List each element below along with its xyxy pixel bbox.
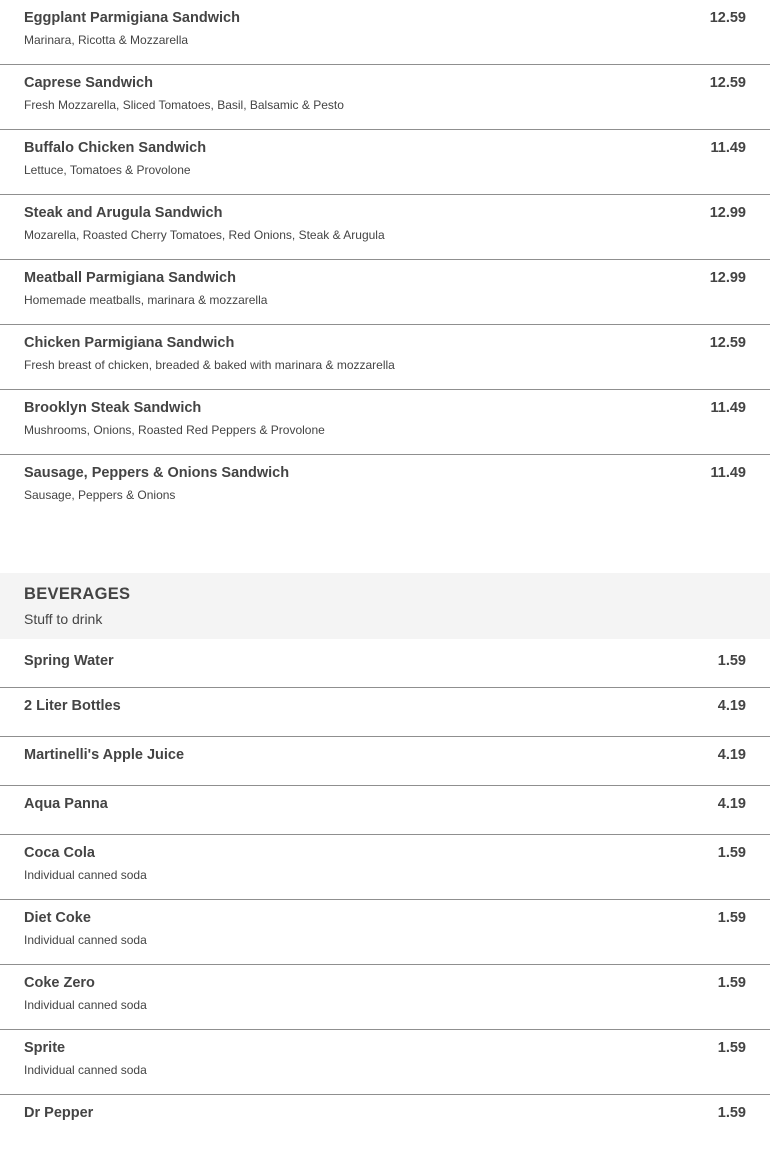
- item-price: 4.19: [717, 747, 746, 763]
- item-name: Spring Water: [24, 653, 114, 669]
- item-price: 1.59: [717, 653, 746, 669]
- item-price: 11.49: [710, 465, 746, 481]
- item-price: 12.99: [709, 205, 746, 221]
- menu-item-brooklyn-steak-sandwich[interactable]: [0, 390, 770, 455]
- menu-item-diet-coke[interactable]: [0, 900, 770, 965]
- section-spacer: [0, 520, 770, 573]
- section-title: BEVERAGES: [24, 585, 131, 603]
- item-description: Individual canned soda: [24, 998, 147, 1012]
- menu-item-chicken-parmigiana-sandwich[interactable]: [0, 325, 770, 390]
- item-description: Fresh breast of chicken, breaded & baked with marinara & mozzarella: [24, 358, 395, 372]
- item-name: Coke Zero: [24, 975, 95, 991]
- item-name: Eggplant Parmigiana Sandwich: [24, 10, 240, 26]
- item-name: Brooklyn Steak Sandwich: [24, 400, 202, 416]
- item-description: Fresh Mozzarella, Sliced Tomatoes, Basil, Balsamic & Pesto: [24, 98, 344, 112]
- item-price: 11.49: [710, 140, 746, 156]
- section-subtitle: Stuff to drink: [24, 611, 103, 627]
- item-name: Caprese Sandwich: [24, 75, 153, 91]
- item-name: Aqua Panna: [24, 796, 108, 812]
- item-price: 1.59: [717, 1040, 746, 1056]
- item-name: Chicken Parmigiana Sandwich: [24, 335, 235, 351]
- menu-item-dr-pepper[interactable]: [0, 1095, 770, 1160]
- menu-item-caprese-sandwich[interactable]: [0, 65, 770, 130]
- item-name: Diet Coke: [24, 910, 91, 926]
- menu-item-meatball-parmigiana-sandwich[interactable]: [0, 260, 770, 325]
- menu-item-buffalo-chicken-sandwich[interactable]: [0, 130, 770, 195]
- item-description: Homemade meatballs, marinara & mozzarella: [24, 293, 268, 307]
- item-price: 12.59: [709, 75, 746, 91]
- menu-item-coke-zero[interactable]: [0, 965, 770, 1030]
- menu-item-spring-water[interactable]: [0, 639, 770, 688]
- menu-item-sausage-peppers-onions-sandwich[interactable]: [0, 455, 770, 520]
- item-name: Sausage, Peppers & Onions Sandwich: [24, 465, 290, 481]
- item-price: 12.99: [709, 270, 746, 286]
- item-price: 1.59: [717, 845, 746, 861]
- item-price: 12.59: [709, 10, 746, 26]
- item-description: Individual canned soda: [24, 933, 147, 947]
- item-name: Coca Cola: [24, 845, 95, 861]
- menu-item-martinellis-apple-juice[interactable]: [0, 737, 770, 786]
- item-description: Individual canned soda: [24, 868, 147, 882]
- item-description: Mushrooms, Onions, Roasted Red Peppers & Provolone: [24, 423, 325, 437]
- item-description: Sausage, Peppers & Onions: [24, 488, 176, 502]
- menu-item-coca-cola[interactable]: [0, 835, 770, 900]
- menu-item-aqua-panna[interactable]: [0, 786, 770, 835]
- item-name: Sprite: [24, 1040, 66, 1056]
- item-name: Meatball Parmigiana Sandwich: [24, 270, 236, 286]
- item-name: Buffalo Chicken Sandwich: [24, 140, 207, 156]
- item-description: Mozarella, Roasted Cherry Tomatoes, Red Onions, Steak & Arugula: [24, 228, 385, 242]
- menu-item-steak-and-arugula-sandwich[interactable]: [0, 195, 770, 260]
- item-name: Dr Pepper: [24, 1105, 94, 1121]
- item-name: Steak and Arugula Sandwich: [24, 205, 223, 221]
- item-description: Lettuce, Tomatoes & Provolone: [24, 163, 191, 177]
- item-price: 12.59: [709, 335, 746, 351]
- item-name: Martinelli's Apple Juice: [24, 747, 185, 763]
- item-price: 1.59: [717, 910, 746, 926]
- item-price: 11.49: [710, 400, 746, 416]
- item-price: 1.59: [717, 975, 746, 991]
- menu-item-sprite[interactable]: [0, 1030, 770, 1095]
- item-name: 2 Liter Bottles: [24, 698, 121, 714]
- item-description: Marinara, Ricotta & Mozzarella: [24, 33, 189, 47]
- menu-item-eggplant-parmigiana-sandwich[interactable]: [0, 0, 770, 65]
- menu-item-2-liter-bottles[interactable]: [0, 688, 770, 737]
- item-price: 4.19: [717, 698, 746, 714]
- section-header-beverages: [0, 573, 770, 639]
- item-description: Individual canned soda: [24, 1063, 147, 1077]
- item-price: 1.59: [717, 1105, 746, 1121]
- item-price: 4.19: [717, 796, 746, 812]
